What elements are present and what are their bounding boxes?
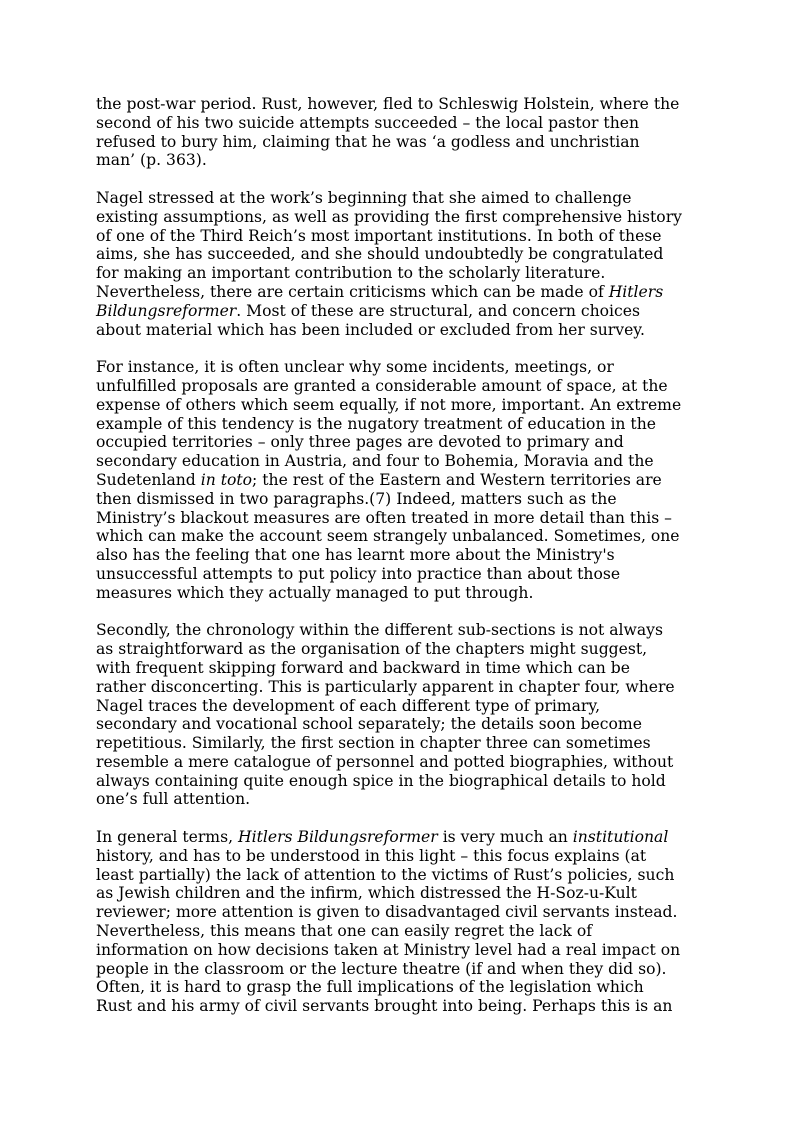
text-run: history, and has to be understood in this light – this focus explains (at <box>96 846 647 865</box>
text-line <box>96 941 716 960</box>
text-line <box>96 358 716 377</box>
paragraph-1 <box>96 95 716 170</box>
text-line <box>96 847 716 866</box>
text-run: with frequent skipping forward and backward in time which can be <box>96 658 630 677</box>
text-run: In general terms, <box>96 828 238 847</box>
document-body <box>96 95 716 1035</box>
text-line <box>96 415 716 434</box>
text-line <box>96 133 716 152</box>
text-run: example of this tendency is the nugatory treatment of education in the <box>96 414 656 433</box>
text-run: measures which they actually managed to put through. <box>96 583 534 602</box>
text-line <box>96 452 716 471</box>
text-run: for making an important contribution to the scholarly literature. <box>96 264 606 283</box>
text-run: man’ (p. 363). <box>96 151 207 170</box>
text-line <box>96 678 716 697</box>
text-run: Sudetenland <box>96 470 201 489</box>
text-run: . Most of these are structural, and concern choices <box>236 301 640 320</box>
text-run: Nagel stressed at the work’s beginning that she aimed to challenge <box>96 188 632 207</box>
text-run: Nagel traces the development of each different type of primary, <box>96 696 601 715</box>
text-run: second of his two suicide attempts succeeded – the local pastor then <box>96 113 640 132</box>
text-line <box>96 565 716 584</box>
italic-text: Hitlers Bildungsreformer <box>238 828 438 847</box>
text-run: expense of others which seem equally, if not more, important. An extreme <box>96 395 682 414</box>
text-line <box>96 490 716 509</box>
text-line <box>96 546 716 565</box>
text-run: least partially) the lack of attention to the victims of Rust’s policies, such <box>96 865 675 884</box>
text-run: Rust and his army of civil servants brought into being. Perhaps this is an <box>96 997 673 1016</box>
text-run: Secondly, the chronology within the different sub-sections is not always <box>96 621 663 640</box>
italic-text: institutional <box>572 828 669 847</box>
paragraph-2 <box>96 189 716 339</box>
text-line <box>96 978 716 997</box>
text-line <box>96 772 716 791</box>
text-line <box>96 734 716 753</box>
text-run: secondary and vocational school separately; the details soon become <box>96 715 642 734</box>
text-run: resemble a mere catalogue of personnel and potted biographies, without <box>96 752 674 771</box>
text-run: reviewer; more attention is given to disadvantaged civil servants instead. <box>96 903 678 922</box>
text-run: ; the rest of the Eastern and Western territories are <box>252 470 662 489</box>
text-line <box>96 640 716 659</box>
text-run: repetitious. Similarly, the first section in chapter three can sometimes <box>96 734 651 753</box>
text-line <box>96 715 716 734</box>
text-run: information on how decisions taken at Ministry level had a real impact on <box>96 940 681 959</box>
text-line <box>96 866 716 885</box>
text-line <box>96 960 716 979</box>
text-line <box>96 922 716 941</box>
text-run: the post-war period. Rust, however, fled to Schleswig Holstein, where the <box>96 95 680 113</box>
text-run: existing assumptions, as well as providing the first comprehensive history <box>96 207 682 226</box>
text-run: Nevertheless, this means that one can easily regret the lack of <box>96 922 593 941</box>
text-line <box>96 753 716 772</box>
paragraph-5 <box>96 828 716 1016</box>
text-line <box>96 283 716 302</box>
text-line <box>96 659 716 678</box>
text-run: of one of the Third Reich’s most important institutions. In both of these <box>96 226 662 245</box>
italic-text: Bildungsreformer <box>96 301 237 320</box>
text-line <box>96 208 716 227</box>
text-line <box>96 227 716 246</box>
text-run: always containing quite enough spice in the biographical details to hold <box>96 771 666 790</box>
text-line <box>96 790 716 809</box>
text-line <box>96 396 716 415</box>
text-line <box>96 264 716 283</box>
text-run: Ministry’s blackout measures are often treated in more detail than this – <box>96 508 672 527</box>
text-run: unsuccessful attempts to put policy into practice than about those <box>96 564 621 583</box>
text-run: as straightforward as the organisation of the chapters might suggest, <box>96 640 648 659</box>
text-run: also has the feeling that one has learnt more about the Ministry's <box>96 546 615 565</box>
text-run: For instance, it is often unclear why some incidents, meetings, or <box>96 358 614 377</box>
text-line <box>96 997 716 1016</box>
italic-text: in toto <box>200 470 253 489</box>
text-run: unfulfilled proposals are granted a considerable amount of space, at the <box>96 376 668 395</box>
text-line <box>96 884 716 903</box>
text-line <box>96 95 716 114</box>
text-line <box>96 321 716 340</box>
text-line <box>96 621 716 640</box>
text-run: which can make the account seem strangely unbalanced. Sometimes, one <box>96 527 680 546</box>
text-run: one’s full attention. <box>96 790 251 809</box>
text-line <box>96 903 716 922</box>
text-run: Often, it is hard to grasp the full implications of the legislation which <box>96 978 644 997</box>
text-line <box>96 471 716 490</box>
italic-text: Hitlers <box>608 282 664 301</box>
text-line <box>96 189 716 208</box>
text-line <box>96 114 716 133</box>
text-run: refused to bury him, claiming that he was ‘a godless and unchristian <box>96 132 640 151</box>
paragraph-4 <box>96 621 716 809</box>
text-run: aims, she has succeeded, and she should undoubtedly be congratulated <box>96 245 664 264</box>
text-line <box>96 302 716 321</box>
text-line <box>96 828 716 847</box>
text-run: as Jewish children and the infirm, which distressed the H-Soz-u-Kult <box>96 884 637 903</box>
text-run: occupied territories – only three pages are devoted to primary and <box>96 433 624 452</box>
text-line <box>96 433 716 452</box>
text-line <box>96 527 716 546</box>
text-run: about material which has been included or excluded from her survey. <box>96 320 645 339</box>
paragraph-3 <box>96 358 716 602</box>
text-run: rather disconcerting. This is particularly apparent in chapter four, where <box>96 677 675 696</box>
text-run: then dismissed in two paragraphs.(7) Indeed, matters such as the <box>96 489 617 508</box>
text-line <box>96 377 716 396</box>
text-line <box>96 584 716 603</box>
text-run: people in the classroom or the lecture theatre (if and when they did so). <box>96 959 667 978</box>
text-line <box>96 245 716 264</box>
text-run: secondary education in Austria, and four to Bohemia, Moravia and the <box>96 452 654 471</box>
text-line <box>96 509 716 528</box>
text-line <box>96 151 716 170</box>
text-line <box>96 697 716 716</box>
text-run: is very much an <box>437 828 573 847</box>
text-run: Nevertheless, there are certain criticisms which can be made of <box>96 282 609 301</box>
